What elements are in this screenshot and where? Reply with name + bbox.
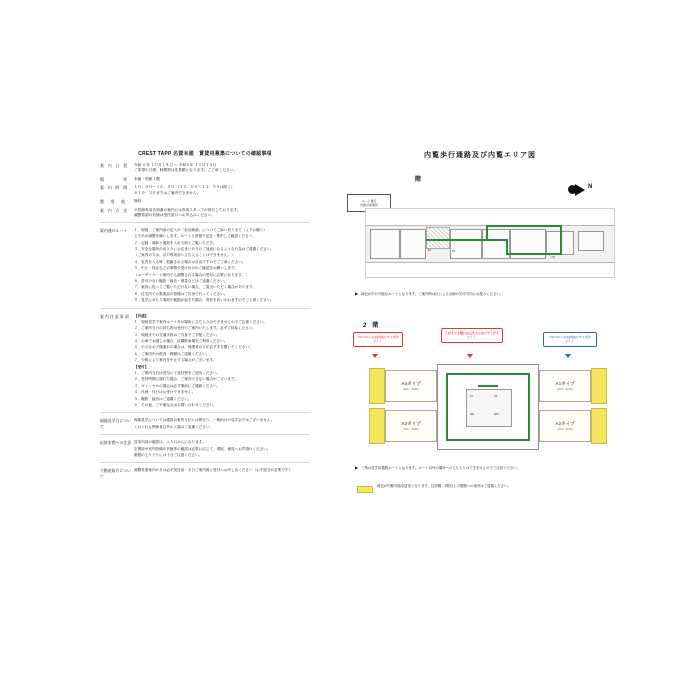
section-line: 調整希望案内の方は必ず受付前・当日ご案内後に受付へお申し出ください（お手続きが必要です） (134, 468, 293, 473)
unit-code: A4タイプ (401, 381, 421, 386)
left-column (100, 150, 310, 479)
section-line: （ご案内の方は、各戸専用部へ立ち入ることはできません。） (134, 253, 235, 258)
route-segment (426, 239, 506, 241)
info-row-time (100, 185, 310, 196)
info-value-main: 令和 ６年 １０月１８日 ～ 令和６年 １１月１５日 (134, 163, 217, 167)
route-segment (446, 373, 448, 441)
info-label: 場 所 (100, 176, 129, 182)
unit-area: (78m²・3LDK) (403, 428, 419, 431)
note-text: 黄色が内覧可能な居室となります。住居棟・2階以上の階層への案内はご遠慮ください。 (377, 484, 511, 488)
section-visit-day (100, 418, 310, 431)
plan2-core (437, 364, 539, 450)
callout-balcony-left (353, 332, 403, 347)
divider (100, 462, 310, 463)
section-label: 応接室間への注意 (100, 440, 132, 446)
section-label: 不動産紹介について (100, 468, 132, 479)
balcony-yellow (369, 408, 385, 444)
section-line: 居室内部の確認は、入り口からになります。 (134, 440, 206, 445)
route-segment (478, 385, 498, 387)
info-value (134, 199, 310, 204)
section-line: ３．キャンセルの場合は必ず事前にご連絡ください。 (134, 383, 221, 388)
plan2-label-eps: EPS (494, 413, 499, 416)
unit-a1 (539, 370, 591, 402)
unit-code: A3タイプ (401, 421, 421, 426)
section-line: ８．住宅内での貴重品の管理はご自身で行ってください。 (134, 291, 228, 296)
section-line: １．ご案内当日は受付にて受付票をご提出ください。 (134, 371, 221, 376)
plan1-label-ps: PS (452, 250, 456, 253)
floorplan-level2 (359, 358, 615, 454)
info-value-main: 本館・別館１階 (134, 176, 160, 181)
floor2-label: 2 階 (363, 323, 379, 329)
route-segment (528, 373, 530, 441)
note-route-rule (355, 466, 605, 471)
divider (100, 434, 310, 435)
plan2-label-ev: EV (470, 395, 474, 398)
section-line: ２．受付時間に遅れた場合、ご案内できない場合がございます。 (134, 377, 238, 382)
info-row-place (100, 177, 310, 182)
section-line: ６．ご案内中の飲食・喫煙はご遠慮ください。 (134, 351, 210, 356)
section-line: ４．代理・代行はお受けできません。 (134, 390, 196, 395)
unit-a2 (539, 410, 591, 442)
unit-code: A1タイプ (555, 381, 575, 386)
section-line: ３．現地までの交通手段はご自身でご手配ください。 (134, 332, 221, 337)
section-body (134, 228, 310, 305)
legend-line-1: ルート通行 (361, 198, 377, 203)
divider (100, 412, 310, 413)
info-value-main: 無料 (134, 199, 142, 204)
info-label: 費 用 他 (100, 199, 127, 205)
unit-area: (80m²・3LDK) (403, 388, 419, 391)
section-line: １．現地見学で案内ルート外の場所に立ち入りはできませんのでご注意ください。 (134, 319, 267, 324)
note-text: 緑色が歩行可能なルートとなります。ご案内時は区による点線の矢印方向にお進みください。 (361, 292, 504, 296)
info-row-fee (100, 199, 310, 204)
floorplan-level1 (365, 208, 615, 278)
info-label: 案 内 時 間 (100, 185, 129, 191)
section-label: 案 内 注 意 事 項 (100, 313, 129, 319)
section-body (134, 418, 310, 431)
section-line: ２．ご案内当日の持ち物は受付でご案内いたします。必ずご持参ください。 (134, 326, 256, 331)
legend-line-2: 内覧可能箇所 (359, 203, 378, 207)
route-segment (446, 439, 530, 441)
info-row-schedule (100, 163, 310, 174)
info-value-main: １０：００〜１６：００ （１２：００〜１３：００は除く） (134, 185, 235, 190)
divider (100, 222, 310, 223)
callout-balcony-right (543, 332, 597, 347)
plan1-label-ev: EV (428, 249, 432, 252)
info-value (134, 208, 310, 219)
section-line: くれぐれも関係者以外の入場はご遠慮ください。 (134, 424, 214, 429)
plan1-unit (578, 231, 604, 251)
right-column (345, 146, 615, 556)
section-label: 現地見学日について (100, 418, 132, 429)
plan1-label-entrance: 玄関 (550, 256, 555, 259)
balcony-yellow (369, 368, 385, 404)
section-line: 【受付】 (134, 364, 149, 369)
floorplan-title: 内覧歩行通路及び内覧エリア図 (424, 152, 536, 159)
section-line: １．現地、ご案内前の記入が「参加系統」についてご添い切りまで（よりお願い） (134, 227, 267, 232)
unit-area: (65m²・2LDK) (557, 388, 573, 391)
plan1-unit (400, 229, 426, 259)
section-line: ９．見学にあたり事故や破損が起きた場合、責任を負いかねますのでご了承ください。 (134, 298, 275, 303)
section-line: 玄関扉や室内設備の状態等の確認は必要に応じて、現地、係員へお声掛けください。 (134, 446, 271, 451)
north-label: N (588, 184, 593, 190)
section-line: ６．許可のない撮影・録音・測量などはご遠慮ください。 (134, 278, 228, 283)
legend-swatch-yellow (357, 486, 373, 493)
note-route-green (355, 292, 607, 297)
section-label: 案内通のルート (100, 227, 128, 233)
section-line: ５．撮影・録音はご遠慮ください。 (134, 396, 192, 401)
section-line: ５．中止・休止などの事情や受け付けのご確認をお願いします。 (134, 266, 238, 271)
plan1-hatched-area (426, 227, 450, 249)
section-line: ４．お車でお越しの場合、近隣駐車場をご利用ください。 (134, 339, 228, 344)
callout-upper-floor (441, 328, 503, 343)
section-line: （ユーザーページ案内でも調整される場合の受付に必要になります。） (134, 272, 249, 277)
section-line: ２．記録・調和と通知を入れる形とご覧いただき。 (134, 240, 217, 245)
plan2-label-mb: MB (470, 413, 474, 416)
info-row-method (100, 208, 310, 219)
section-body (134, 440, 310, 459)
info-value-main: ※同館専用告知書の案内には専用スタッフが同行しております。 (134, 207, 241, 212)
info-label: 案 内 方 法 (100, 207, 129, 213)
note-text: 三角は見学用通路ルートとなります。ルート以外の場所への立ち入りはできませんのでご注意ください。 (361, 466, 521, 470)
section-line: 階段の上り下りには十分ご注意ください。 (134, 452, 203, 457)
north-arrow-icon (575, 182, 601, 200)
unit-area: (70m²・2LDK) (557, 428, 573, 431)
info-value-sub: 調整希望の有無は受付窓口へお申込みください。 (134, 213, 216, 218)
unit-a4 (385, 370, 437, 402)
callout-text: バルコニーには出ないでください！！ (356, 335, 399, 344)
balcony-yellow (591, 368, 607, 404)
unit-a3 (385, 410, 437, 442)
page-title: CREST TAPP 名賀本通 賃貸用募集についての確認事項 (138, 151, 272, 157)
info-value (134, 185, 310, 196)
section-route (100, 228, 310, 305)
route-segment (486, 225, 488, 239)
section-agency (100, 468, 310, 479)
info-label: 案 内 日 程 (100, 163, 129, 168)
info-value-sub: ※１０：３０まではご案内できません。 (134, 190, 201, 195)
plan1-unit (450, 229, 482, 259)
section-body (134, 314, 310, 410)
section-line: 【共通】 (134, 313, 149, 318)
route-segment (446, 373, 530, 375)
plan1-unit (370, 229, 400, 259)
note-yellow-units (377, 484, 605, 489)
callout-text: バルコニーには出ないでください！！ (548, 335, 591, 344)
floor1-label: 階 (415, 177, 422, 183)
section-line: ７．案内に従ってご覧いただけない場合、ご退出いただく場合があります。 (134, 285, 256, 290)
section-notices (100, 314, 310, 410)
section-line: ６．その他、ご不明な点はお問い合わせください。 (134, 402, 217, 407)
section-line: ４．室内を入る時、混雑される場合は自由ですのでご了承ください。 (134, 259, 246, 264)
bullet-icon: ▶ (355, 465, 359, 470)
unit-code: A2タイプ (555, 421, 575, 426)
section-line: ３．安全な場所の出入りにお住まいの方のご迷惑になるような行為はご遠慮ください。 (134, 246, 275, 251)
divider (100, 308, 310, 309)
section-body (134, 468, 310, 474)
plan2-label-ps: PS (494, 395, 498, 398)
bullet-icon: ▶ (355, 291, 359, 296)
info-value (134, 163, 310, 174)
section-line: ７．天候により案内を中止する場合がございます。 (134, 358, 217, 363)
section-line: ５．小さなお子様連れの場合は、保護者の方が必ず手を繋いでください。 (134, 345, 253, 350)
section-line: 現地見学については通常の案内方法とは異なり、一般向けの見学会ではございません。 (134, 418, 275, 423)
route-segment (560, 225, 562, 255)
info-value (134, 177, 310, 182)
balcony-yellow (591, 408, 607, 444)
document-sheet (60, 140, 640, 560)
info-value-sub: ご希望の日程、時間帯は先着順となります。ご了承ください。 (134, 168, 237, 173)
section-line: じそれが調整を調いします。ルートと設置で記念・集中しご確認ください。 (134, 234, 256, 239)
section-room-caution (100, 440, 310, 459)
callout-text: これより上階には立ち入らないでください！！ (444, 331, 499, 340)
route-segment (486, 225, 562, 227)
